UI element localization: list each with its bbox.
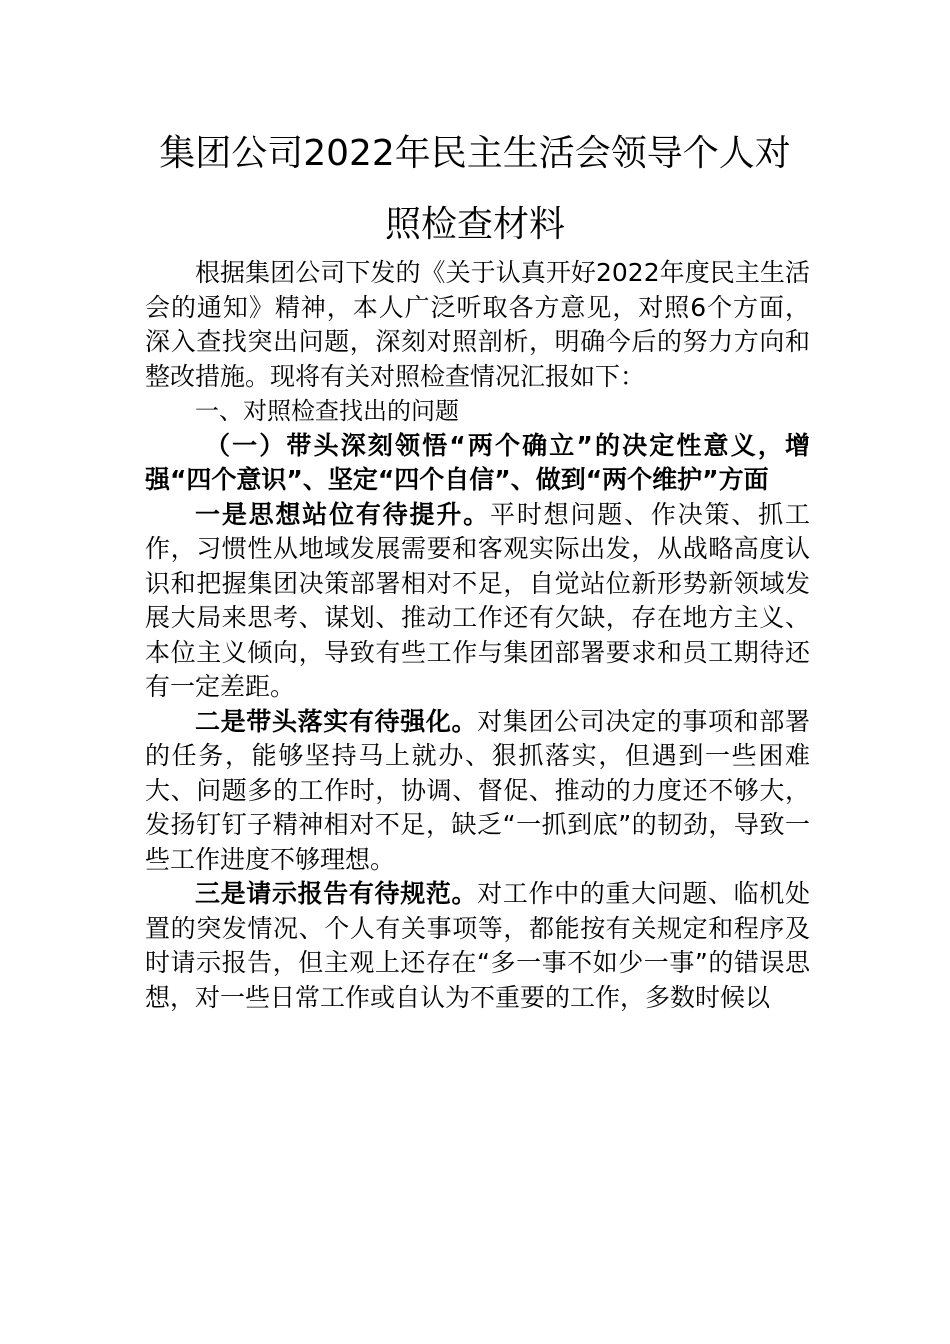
- body-paragraph: [145, 498, 810, 705]
- body-paragraph: [145, 877, 810, 1015]
- section-heading: 一、对照检查找出的问题: [195, 397, 459, 425]
- document-title-line-2: 照检查材料: [384, 204, 565, 245]
- paragraph-lead: 二是带头落实有待强化。: [195, 706, 478, 736]
- paragraph-text: 平时想问题、作决策、抓工作，习惯性从地域发展需要和客观实际出发，从战略高度认识和把握集团决策部署相对不足，自觉站位新形势新领域发展大局来思考、谋划、推动工作还有欠缺，存在地方主义、本位主义倾向，导致有些工作与集团部署要求和员工期待还有一定差距。: [145, 499, 810, 701]
- body-paragraph: [145, 705, 810, 878]
- paragraph-lead: 一是思想站位有待提升。: [195, 499, 490, 529]
- document-title-line-1: 集团公司2022年民主生活会领导个人对: [159, 133, 791, 174]
- document-body: [145, 256, 810, 1015]
- paragraph-text: 对集团公司决定的事项和部署的任务，能够坚持马上就办、狠抓落实，但遇到一些困难大、问题多的工作时，协调、督促、推动的力度还不够大，发扬钉钉子精神相对不足，缺乏“一抓到底”的韧劲，导致一些工作进度不够理想。: [145, 706, 810, 874]
- paragraph-text: 对工作中的重大问题、临机处置的突发情况、个人有关事项等，都能按有关规定和程序及时请示报告，但主观上还存在“多一事不如少一事”的错误思想，对一些日常工作或自认为不重要的工作，多数时候以: [145, 879, 810, 1012]
- intro-paragraph: 根据集团公司下发的《关于认真开好2022年度民主生活会的通知》精神，本人广泛听取各方意见，对照6个方面，深入查找突出问题，深刻对照剖析，明确今后的努力方向和整改措施。现将有关对照检查情况汇报如下：: [145, 258, 810, 391]
- paragraph-lead: 三是请示报告有待规范。: [195, 879, 478, 908]
- subsection-heading: （一）带头深刻领悟“两个确立”的决定性意义，增强“四个意识”、坚定“四个自信”、做到“两个维护”方面: [145, 430, 810, 494]
